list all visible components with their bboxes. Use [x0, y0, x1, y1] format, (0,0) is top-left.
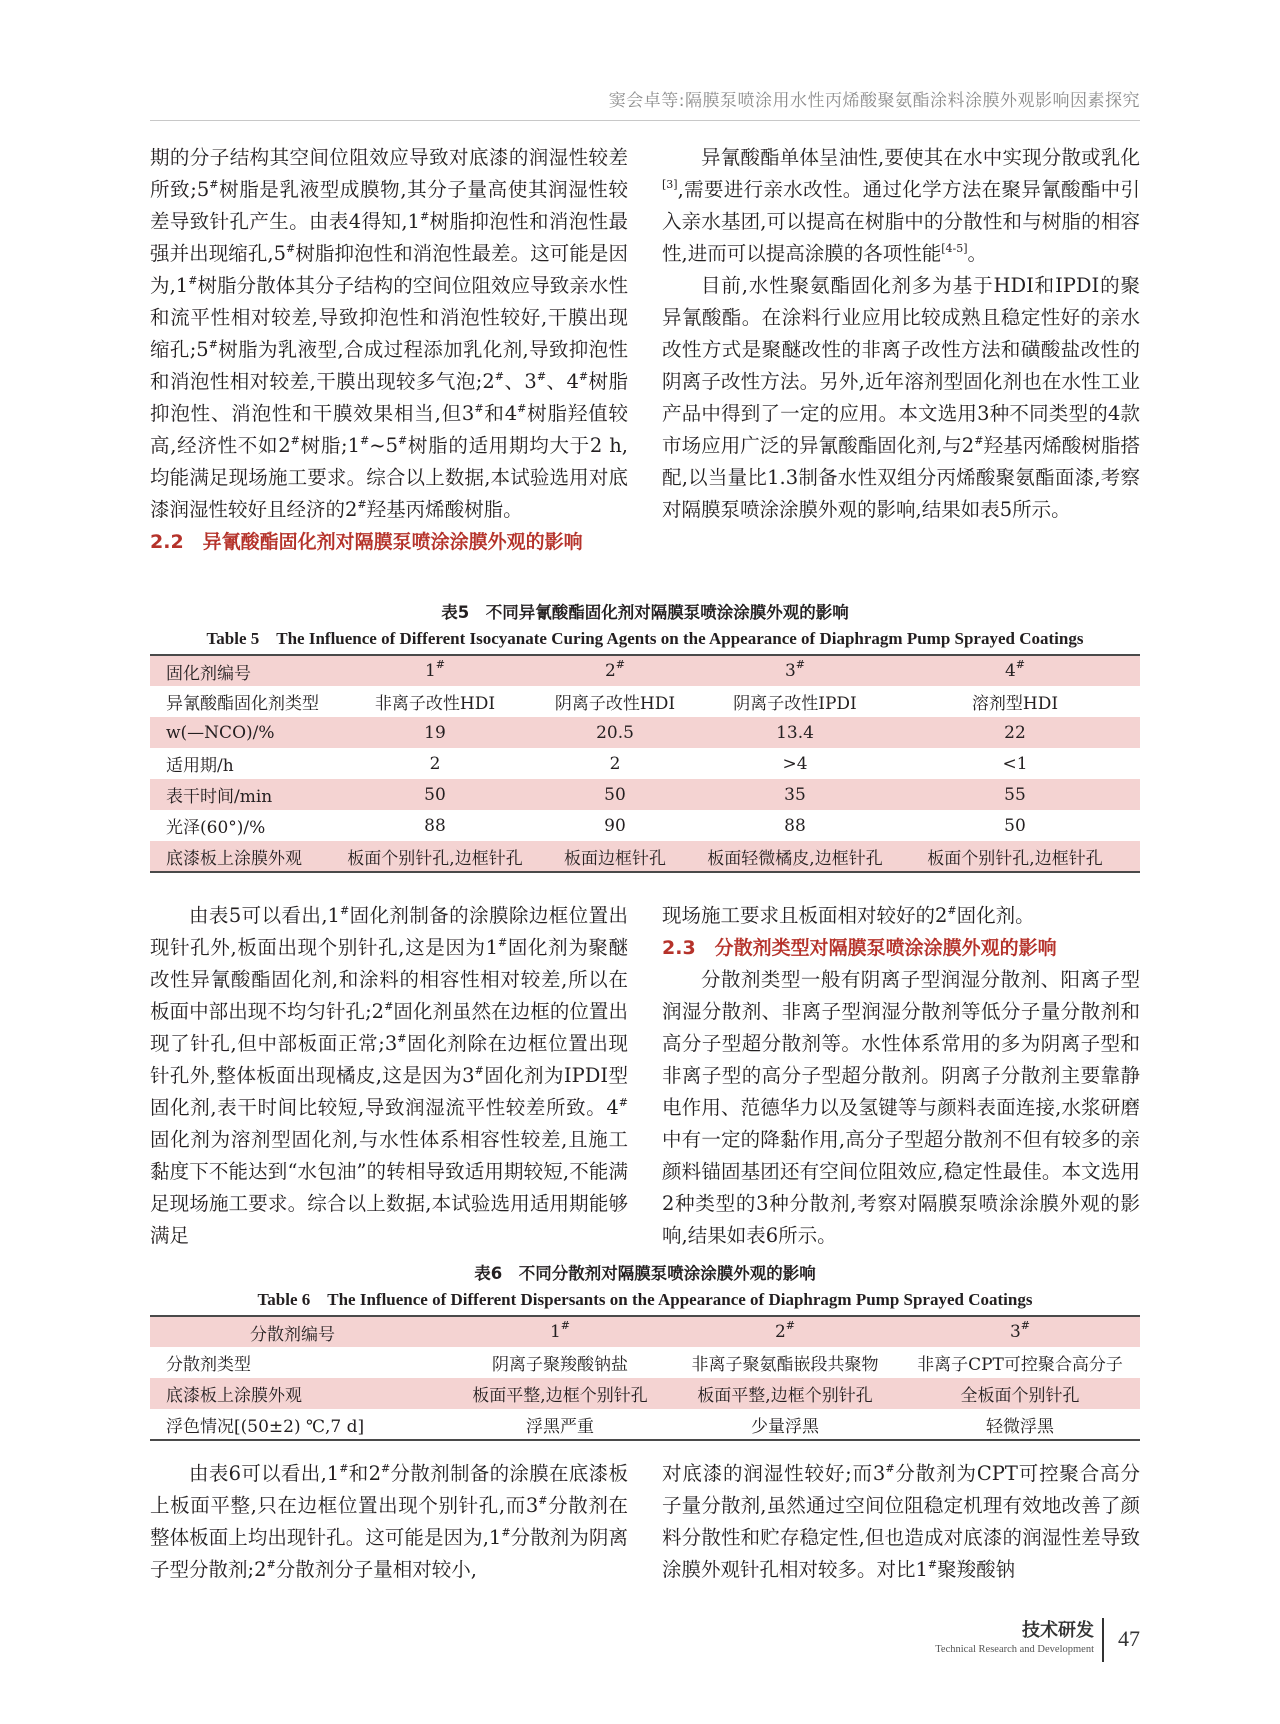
table-cell: 非离子改性HDI — [374, 694, 496, 714]
table-row — [150, 717, 1140, 748]
paragraph: 对底漆的润湿性较好;而3#分散剂为CPT可控聚合高分子量分散剂,虽然通过空间位阻稳定机理有效地改善了颜料分散性和贮存稳定性,但也造成对底漆的润湿性差导致涂膜外观针孔相对较多。对比1#聚羧酸钠 — [662, 1462, 1140, 1581]
table-cell: 2# — [530, 655, 700, 686]
table-cell: 非离子CPT可控聚合高分子 — [917, 1355, 1123, 1375]
table-cell: 50 — [1004, 815, 1026, 836]
table-cell: 板面平整,边框个别针孔 — [450, 1378, 670, 1409]
table-cell: 光泽(60°)/% — [166, 818, 266, 838]
table-5 — [150, 600, 1140, 873]
table-cell: 溶剂型HDI — [971, 694, 1059, 714]
right-column-bottom — [662, 1458, 1140, 1586]
left-column-mid — [150, 900, 628, 1252]
table-row — [150, 1316, 1140, 1347]
left-column-bottom — [150, 1458, 628, 1586]
table-cell: 板面个别针孔,边框针孔 — [890, 841, 1140, 872]
table-cell: 板面边框针孔 — [530, 841, 700, 872]
table-cell: 全板面个别针孔 — [900, 1378, 1140, 1409]
paragraph: 现场施工要求且板面相对较好的2#固化剂。 — [662, 904, 1035, 927]
table-cell: 浮色情况[(50±2) ℃,7 d] — [150, 1409, 450, 1440]
paragraph: 由表6可以看出,1#和2#分散剂制备的涂膜在底漆板上板面平整,只在边框位置出现个别针孔,而3#分散剂在整体板面上均出现针孔。这可能是因为,1#分散剂为阴离子型分散剂;2#分散剂分子量相对较小, — [150, 1462, 628, 1581]
table-row — [150, 779, 1140, 810]
header-rule — [150, 120, 1140, 121]
table-cell: 2 — [429, 753, 441, 774]
page-footer — [880, 1616, 1140, 1676]
table-cell: 底漆板上涂膜外观 — [150, 1378, 450, 1409]
table-cell: 适用期/h — [166, 756, 234, 776]
table-row — [150, 1347, 1140, 1378]
section-heading-2-2: 2.2 异氰酸酯固化剂对隔膜泵喷涂涂膜外观的影响 — [150, 531, 583, 553]
table-row — [150, 655, 1140, 686]
table-cell: 1# — [450, 1316, 670, 1347]
paragraph: 异氰酸酯单体呈油性,要使其在水中实现分散或乳化[3],需要进行亲水改性。通过化学方法在聚异氰酸酯中引入亲水基团,可以提高在树脂中的分散性和与树脂的相容性,进而可以提高涂膜的各项性能[4-5]。 — [662, 146, 1140, 265]
page-number: 47 — [1118, 1626, 1140, 1651]
table-cell: 固化剂编号 — [150, 655, 340, 686]
right-column-top — [662, 142, 1140, 526]
table-cell: 2# — [670, 1316, 900, 1347]
table-row — [150, 1409, 1140, 1440]
running-header — [150, 86, 1140, 111]
table-cell: 阴离子聚羧酸钠盐 — [492, 1355, 628, 1375]
paragraph: 分散剂类型一般有阴离子型润湿分散剂、阳离子型润湿分散剂、非离子型润湿分散剂等低分子量分散剂和高分子型超分散剂等。水性体系常用的多为阴离子型和非离子型的高分子型超分散剂。阴离子分散剂主要靠静电作用、范德华力以及氢键等与颜料表面连接,水浆研磨中有一定的降黏作用,高分子型超分散剂不但有较多的亲颜料锚固基团还有空间位阻效应,稳定性最佳。本文选用2种类型的3种分散剂,考察对隔膜泵喷涂涂膜外观的影响,结果如表6所示。 — [662, 968, 1140, 1247]
table-cell: 88 — [424, 815, 446, 836]
paragraph: 期的分子结构其空间位阻效应导致对底漆的润湿性较差所致;5#树脂是乳液型成膜物,其分子量高使其润湿性较差导致针孔产生。由表4得知,1#树脂抑泡性和消泡性最强并出现缩孔,5#树脂抑泡性和消泡性最差。这可能是因为,1#树脂分散体其分子结构的空间位阻效应导致亲水性和流平性相对较差,导致抑泡性和消泡性较好,干膜出现缩孔;5#树脂为乳液型,合成过程添加乳化剂,导致抑泡性和消泡性相对较差,干膜出现较多气泡;2#、3#、4#树脂抑泡性、消泡性和干膜效果相当,但3#和4#树脂羟值较高,经济性不如2#树脂;1#~5#树脂的适用期均大于2 h,均能满足现场施工要求。综合以上数据,本试验选用对底漆润湿性较好且经济的2#羟基丙烯酸树脂。 — [150, 146, 628, 521]
table-cell: 2 — [609, 753, 621, 774]
table-6-title-cn: 表6 不同分散剂对隔膜泵喷涂涂膜外观的影响 — [474, 1264, 816, 1283]
table-cell: 50 — [530, 779, 700, 810]
table-cell: 板面轻微橘皮,边框针孔 — [700, 841, 890, 872]
paragraph: 由表5可以看出,1#固化剂制备的涂膜除边框位置出现针孔外,板面出现个别针孔,这是因为1#固化剂为聚醚改性异氰酸酯固化剂,和涂料的相容性相对较差,所以在板面中部出现不均匀针孔;2#固化剂虽然在边框的位置出现了针孔,但中部板面正常;3#固化剂除在边框位置出现针孔外,整体板面出现橘皮,这是因为3#固化剂为IPDI型固化剂,表干时间比较短,导致润湿流平性较差所致。4#固化剂为溶剂型固化剂,与水性体系相容性较差,且施工黏度下不能达到“水包油”的转相导致适用期较短,不能满足现场施工要求。综合以上数据,本试验选用适用期能够满足 — [150, 904, 628, 1247]
table-row — [150, 841, 1140, 872]
table-cell: 20.5 — [530, 717, 700, 748]
table-cell: 35 — [700, 779, 890, 810]
table-5-grid — [150, 654, 1140, 873]
table-cell: 55 — [890, 779, 1140, 810]
table-cell: 1# — [340, 655, 530, 686]
right-column-mid — [662, 900, 1140, 1252]
table-cell: 板面平整,边框个别针孔 — [670, 1378, 900, 1409]
table-cell: 22 — [890, 717, 1140, 748]
table-cell: 浮黑严重 — [450, 1409, 670, 1440]
table-cell: w(—NCO)/% — [150, 717, 340, 748]
running-title: 窦会卓等:隔膜泵喷涂用水性丙烯酸聚氨酯涂料涂膜外观影响因素探究 — [608, 91, 1140, 111]
table-cell: <1 — [1002, 753, 1028, 774]
table-5-title-en: Table 5 The Influence of Different Isocyanate Curing Agents on the Appearance of Diaphragm Pump Sprayed Coatings — [206, 629, 1084, 648]
table-6-grid — [150, 1315, 1140, 1441]
section-heading-2-3: 2.3 分散剂类型对隔膜泵喷涂涂膜外观的影响 — [662, 937, 1057, 959]
table-cell: 表干时间/min — [150, 779, 340, 810]
table-cell: 4# — [890, 655, 1140, 686]
left-column-top — [150, 142, 628, 558]
footer-section-cn: 技术研发 — [1022, 1620, 1094, 1641]
table-cell: 少量浮黑 — [670, 1409, 900, 1440]
table-cell: 板面个别针孔,边框针孔 — [340, 841, 530, 872]
table-cell: 阴离子改性HDI — [554, 694, 676, 714]
table-cell: 90 — [604, 815, 626, 836]
table-cell: 50 — [340, 779, 530, 810]
table-cell: 非离子聚氨酯嵌段共聚物 — [691, 1355, 879, 1375]
table-cell: 轻微浮黑 — [900, 1409, 1140, 1440]
table-5-title-cn: 表5 不同异氰酸酯固化剂对隔膜泵喷涂涂膜外观的影响 — [441, 603, 849, 622]
table-6 — [150, 1261, 1140, 1441]
table-cell: 分散剂编号 — [150, 1316, 450, 1347]
table-cell: 88 — [784, 815, 806, 836]
table-cell: 13.4 — [700, 717, 890, 748]
table-cell: 3# — [900, 1316, 1140, 1347]
table-cell: 分散剂类型 — [166, 1355, 251, 1375]
table-cell: 异氰酸酯固化剂类型 — [166, 694, 319, 714]
footer-divider — [1102, 1618, 1104, 1662]
table-row — [150, 1378, 1140, 1409]
table-cell: 19 — [340, 717, 530, 748]
table-row — [150, 810, 1140, 841]
table-cell: 阴离子改性IPDI — [733, 694, 857, 714]
paragraph: 目前,水性聚氨酯固化剂多为基于HDI和IPDI的聚异氰酸酯。在涂料行业应用比较成熟且稳定性好的亲水改性方式是聚醚改性的非离子改性方法和磺酸盐改性的阴离子改性方法。另外,近年溶剂型固化剂也在水性工业产品中得到了一定的应用。本文选用3种不同类型的4款市场应用广泛的异氰酸酯固化剂,与2#羟基丙烯酸树脂搭配,以当量比1.3制备水性双组分丙烯酸聚氨酯面漆,考察对隔膜泵喷涂涂膜外观的影响,结果如表5所示。 — [662, 274, 1140, 521]
footer-section-en: Technical Research and Development — [935, 1644, 1094, 1655]
table-row — [150, 686, 1140, 717]
table-cell: 3# — [700, 655, 890, 686]
table-6-title-en: Table 6 The Influence of Different Dispersants on the Appearance of Diaphragm Pump Sprayed Coatings — [257, 1290, 1033, 1309]
table-row — [150, 748, 1140, 779]
table-cell: 底漆板上涂膜外观 — [150, 841, 340, 872]
table-cell: >4 — [782, 753, 808, 774]
